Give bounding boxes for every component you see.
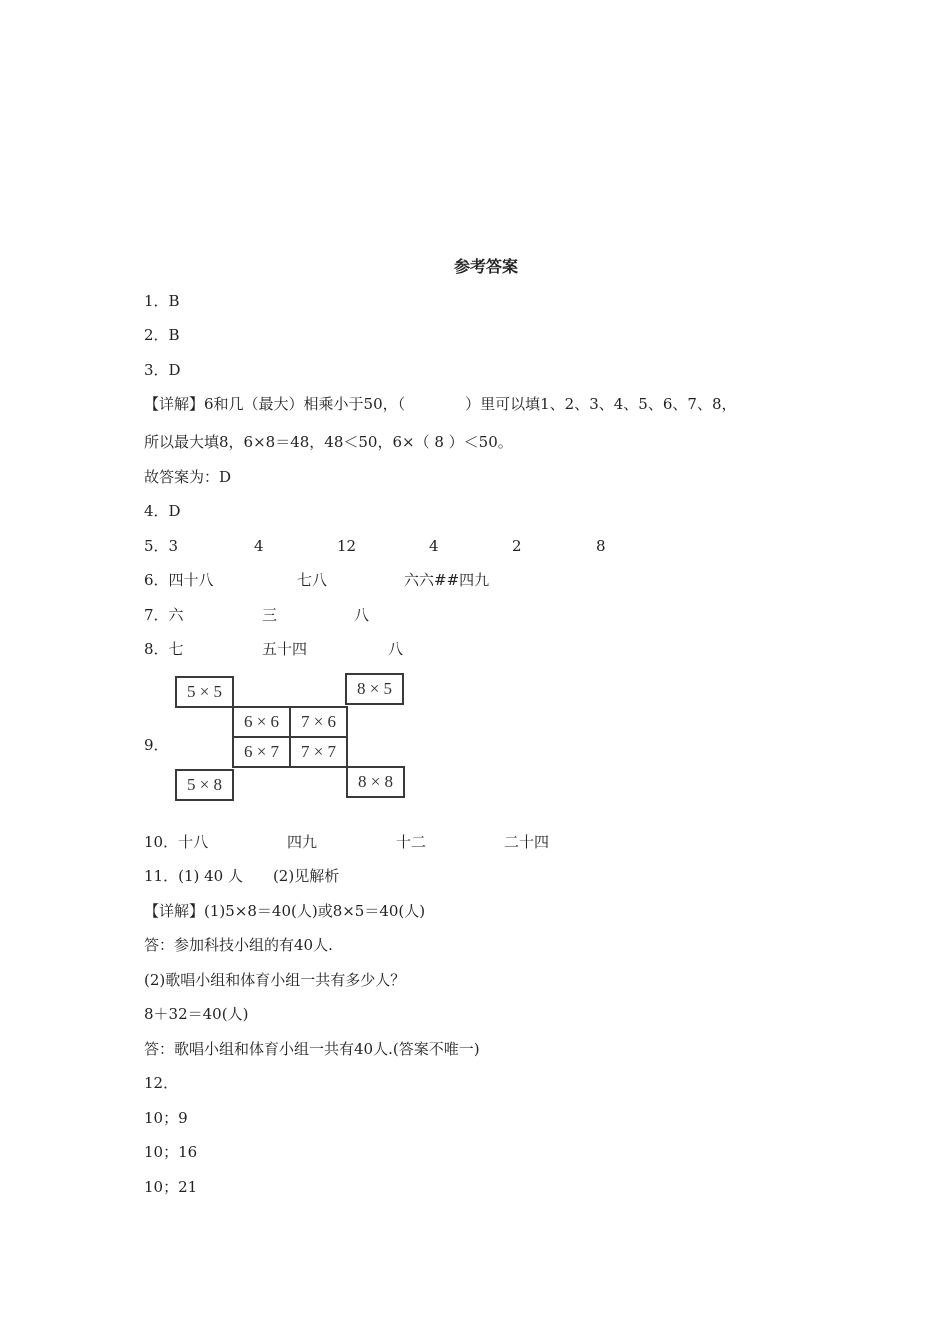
- grid-box-center: 7 × 7: [289, 736, 348, 768]
- answer-10-blank: 十二: [396, 833, 427, 851]
- answer-3-detail-2: 所以最大填8，6×8＝48，48＜50，6×（ 8 ）＜50。: [144, 433, 513, 451]
- grid-box-bottom-right: 8 × 8: [346, 766, 405, 798]
- grid-box-top-left: 5 × 5: [175, 676, 234, 708]
- answer-3-detail: 【详解】6和几（最大）相乘小于50，（ ）里可以填1、2、3、4、5、6、7、8，: [144, 395, 737, 413]
- answer-5-blank: 12: [337, 537, 357, 555]
- grid-box-top-right: 8 × 5: [345, 673, 404, 705]
- grid-box-center: 6 × 7: [232, 736, 291, 768]
- answer-10-blank: 二十四: [504, 833, 550, 851]
- grid-box-center: 7 × 6: [289, 706, 348, 738]
- answer-11-reply: 答：参加科技小组的有40人.: [144, 936, 333, 954]
- answer-5-blank: 4: [254, 537, 264, 555]
- answer-5-blank: 4: [429, 537, 439, 555]
- answer-5: [144, 536, 606, 556]
- answer-6-blank: 七八: [297, 571, 328, 589]
- answer-12-line: 10；16: [144, 1143, 198, 1161]
- answer-5-label: 5．3: [144, 537, 179, 555]
- answer-11-equation: 8＋32＝40(人): [144, 1005, 249, 1023]
- answer-12: 12．: [144, 1074, 179, 1092]
- answer-8-blank: 五十四: [262, 640, 308, 658]
- answer-11: 11．(1) 40 人 (2)见解析: [144, 867, 340, 885]
- answer-6: [144, 570, 490, 590]
- answer-11-question: (2)歌唱小组和体育小组一共有多少人？: [144, 971, 406, 989]
- answer-11-reply: 答：歌唱小组和体育小组一共有40人.(答案不唯一): [144, 1040, 480, 1058]
- answer-2: 2．B: [144, 326, 180, 344]
- answer-9-label: 9．: [144, 736, 169, 754]
- answer-1: 1．B: [144, 292, 180, 310]
- answer-7: [144, 605, 370, 625]
- answer-8-label: 8．七: [144, 640, 184, 658]
- answer-8-blank: 八: [388, 640, 404, 658]
- answer-5-blank: 8: [596, 537, 606, 555]
- answer-7-blank: 八: [354, 606, 370, 624]
- answer-10-label: 10．十八: [144, 833, 209, 851]
- answer-3: 3．D: [144, 361, 181, 379]
- answer-8: [144, 639, 404, 659]
- answer-11-detail: 【详解】(1)5×8＝40(人)或8×5＝40(人): [144, 902, 426, 920]
- answer-6-label: 6．四十八: [144, 571, 214, 589]
- answer-7-label: 7．六: [144, 606, 184, 624]
- answer-12-line: 10；21: [144, 1178, 198, 1196]
- answer-10: [144, 832, 550, 852]
- answer-7-blank: 三: [262, 606, 278, 624]
- page-title: 参考答案: [453, 257, 518, 276]
- answer-4: 4．D: [144, 502, 181, 520]
- answer-6-blank: 六六##四九: [404, 571, 490, 589]
- answer-3-conclusion: 故答案为：D: [144, 468, 232, 486]
- answer-12-line: 10；9: [144, 1109, 188, 1127]
- grid-box-bottom-left: 5 × 8: [175, 769, 234, 801]
- answer-10-blank: 四九: [287, 833, 318, 851]
- grid-box-center: 6 × 6: [232, 706, 291, 738]
- answer-5-blank: 2: [512, 537, 522, 555]
